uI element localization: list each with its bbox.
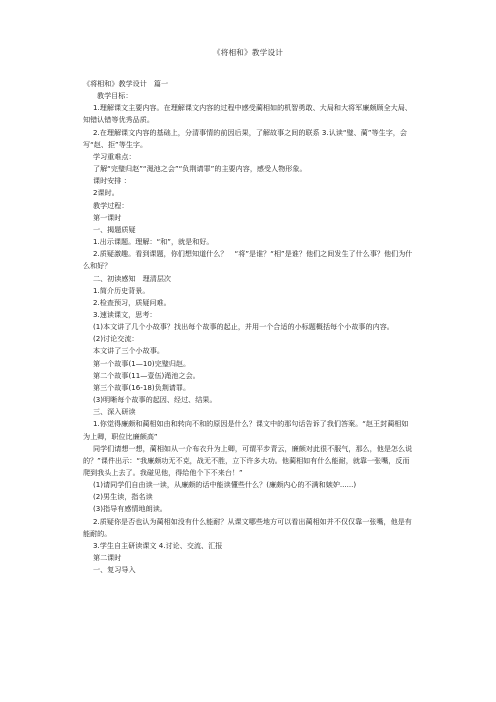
paragraph-line: 一、复习导入 bbox=[93, 565, 136, 575]
paragraph-line: 3.速读课文，思考： bbox=[93, 309, 157, 319]
document-title: 《将相和》教学设计 bbox=[212, 48, 284, 57]
paragraph-line: (1)本文讲了几个小故事？找出每个故事的起止，并用一个合适的小标题概括每个小故事的内容。 bbox=[93, 322, 394, 332]
paragraph-line: 课时安排 ： bbox=[93, 176, 131, 186]
paragraph-line: (1)请同学们自由读一读，从廉颇的话中能读懂些什么？(廉颇内心的不满和嫉妒......) bbox=[93, 480, 357, 490]
paragraph-line: 1.理解课文主要内容。在理解课文内容的过程中感受蔺相如的机智勇敢、大局和大将军廉颇顾全大局、知错认错等优秀品质。 bbox=[83, 103, 412, 125]
paragraph-line: 3.学生自主研读课文 4.讨论、交流、汇报 bbox=[93, 540, 223, 550]
paragraph-line: 了解“完璧归赵”“渑池之会”“负荆请罪”的主要内容，感受人物形象。 bbox=[93, 164, 307, 174]
paragraph-line: 第二个故事(11—壹伍)渑池之会。 bbox=[93, 370, 200, 380]
paragraph-line: 三、深入研读 bbox=[93, 407, 136, 417]
paragraph-line: 二、初读感知 理清层次 bbox=[93, 273, 172, 283]
paragraph-line: 第一课时 bbox=[93, 212, 122, 222]
paragraph-line: 第一个故事(1—10)完璧归赵。 bbox=[93, 358, 191, 368]
paragraph-line: 1.简介历史背景。 bbox=[93, 285, 150, 295]
paragraph-line: 2.在理解课文内容的基础上，分清事情的前因后果，了解故事之间的联系 3.认读“璧、蔺”等生字，会写“赵、拒”等生字。 bbox=[83, 127, 407, 149]
paragraph-line: 《将相和》教学设计 篇一 bbox=[83, 79, 169, 88]
paragraph-line: 2.质疑激趣。看到课题，你们想知道什么？ “将”是谁？“相”是谁？他们之间发生了什么事？他们为什么和好？ bbox=[83, 249, 413, 271]
document-body bbox=[83, 78, 415, 576]
paragraph-line: (3)明晰每个故事的起因、经过、结果。 bbox=[93, 395, 217, 405]
paragraph-line: 学习重难点： bbox=[93, 151, 136, 161]
paragraph-line: 教学目标： bbox=[97, 91, 133, 101]
paragraph-line: 第三个故事(16-18)负荆请罪。 bbox=[93, 382, 191, 392]
paragraph-line: 本文讲了三个小故事。 bbox=[93, 346, 164, 356]
paragraph-line: 一、揭题质疑 bbox=[93, 224, 136, 234]
paragraph-line: 同学们请想一想，蔺相如从一介布衣升为上卿，可谓平步青云，廉颇对此很不服气，那么，他是怎么说的？”课件出示：“我廉颇功无不克，战无不胜，立下许多大功。他蔺相如有什么能耐，就靠一张嘴，反而爬到我头上去了。我碰见他，得给他个下不来台！” bbox=[83, 443, 413, 477]
paragraph-line: (2)讨论交流： bbox=[93, 334, 139, 344]
paragraph-line: 2.检查预习，质疑问难。 bbox=[93, 297, 171, 307]
paragraph-line: 1.你觉得廉颇和蔺相如由和转向不和的原因是什么？课文中的那句话告诉了我们答案。“赵王封蔺相如为上卿，职位比廉颇高” bbox=[83, 419, 409, 441]
paragraph-line: 2.质疑你是否也认为蔺相如没有什么能耐？从课文哪些地方可以看出蔺相如并不仅仅靠一张嘴，他是有能耐的。 bbox=[83, 516, 412, 538]
paragraph-line: 教学过程： bbox=[93, 200, 129, 210]
paragraph-line: 1.出示课题。理解：“和”，就是和好。 bbox=[93, 237, 214, 247]
paragraph-line: (2)男生读，指名读 bbox=[93, 492, 153, 502]
paragraph-line: 2课时。 bbox=[93, 188, 119, 198]
paragraph-line: 第二课时 bbox=[93, 553, 122, 563]
paragraph-line: (3)指导有感情地朗读。 bbox=[93, 504, 167, 514]
